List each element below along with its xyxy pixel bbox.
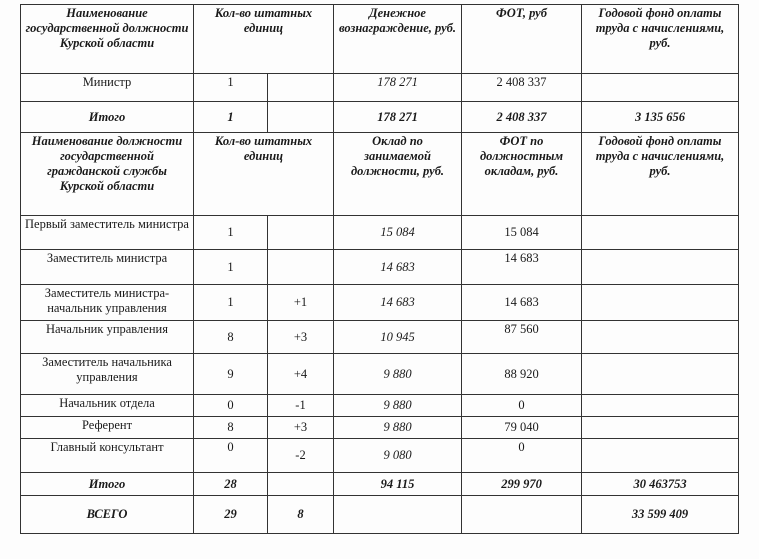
annual-value [582,285,739,321]
annual-value [582,417,739,439]
salary-value: 14 683 [334,250,462,285]
salary-value: 14 683 [334,285,462,321]
header-fot: ФОТ по должностным окладам, руб. [462,133,582,216]
position-name: Главный консультант [21,439,194,473]
annual-value [582,321,739,354]
total-fot: 2 408 337 [462,102,582,133]
fot-value: 88 920 [462,354,582,395]
total-count: 28 [194,473,268,496]
table-row [21,74,739,102]
table-row [21,216,739,250]
total-row [21,473,739,496]
salary-value: 15 084 [334,216,462,250]
header-annual: Годовой фонд оплаты труда с начислениями, руб. [582,133,739,216]
salary-value: 9 880 [334,354,462,395]
table-row [21,321,739,354]
header-annual: Годовой фонд оплаты труда с начислениями, руб. [582,5,739,74]
fot-value: 0 [462,395,582,417]
position-name: Заместитель начальника управления [21,354,194,395]
total-salary: 178 271 [334,102,462,133]
annual-value [582,395,739,417]
header-row-2 [21,133,739,216]
position-name: Начальник управления [21,321,194,354]
staff-change [268,216,334,250]
staff-change: +3 [268,417,334,439]
staff-count: 1 [194,285,268,321]
staff-change [268,74,334,102]
fot-value: 79 040 [462,417,582,439]
table-row [21,417,739,439]
total-annual: 30 463753 [582,473,739,496]
total-salary: 94 115 [334,473,462,496]
header-salary: Оклад по занимаемой должности, руб. [334,133,462,216]
staff-count: 1 [194,74,268,102]
staff-count: 8 [194,321,268,354]
staff-change: +4 [268,354,334,395]
staff-count: 8 [194,417,268,439]
grand-total-change: 8 [268,496,334,534]
table-row [21,285,739,321]
staff-count: 9 [194,354,268,395]
staff-count: 0 [194,439,268,473]
table-row [21,250,739,285]
staff-count: 0 [194,395,268,417]
grand-total-row [21,496,739,534]
total-change [268,102,334,133]
header-row-1 [21,5,739,74]
staff-count: 1 [194,250,268,285]
fot-value: 0 [462,439,582,473]
header-count: Кол-во штатных единиц [194,5,334,74]
annual-value [582,354,739,395]
grand-total-annual: 33 599 409 [582,496,739,534]
total-change [268,473,334,496]
grand-total-count: 29 [194,496,268,534]
fot-value: 14 683 [462,250,582,285]
position-name: Заместитель министра [21,250,194,285]
staffing-table [20,4,739,534]
staff-change: +3 [268,321,334,354]
salary-value: 9 080 [334,439,462,473]
staff-change: -1 [268,395,334,417]
salary-value: 10 945 [334,321,462,354]
fot-value: 14 683 [462,285,582,321]
grand-total-salary [334,496,462,534]
position-name: Первый заместитель министра [21,216,194,250]
total-count: 1 [194,102,268,133]
salary-value: 9 880 [334,395,462,417]
position-name: Министр [21,74,194,102]
fot-value: 2 408 337 [462,74,582,102]
table-row [21,395,739,417]
annual-value [582,216,739,250]
staff-change: -2 [268,439,334,473]
total-label: Итого [21,102,194,133]
header-count: Кол-во штатных единиц [194,133,334,216]
fot-value: 15 084 [462,216,582,250]
staff-count: 1 [194,216,268,250]
position-name: Заместитель министра-начальник управления [21,285,194,321]
table-row [21,439,739,473]
total-fot: 299 970 [462,473,582,496]
grand-total-fot [462,496,582,534]
staff-change: +1 [268,285,334,321]
header-position: Наименование должности государственной гражданской службы Курской области [21,133,194,216]
salary-value: 9 880 [334,417,462,439]
fot-value: 87 560 [462,321,582,354]
annual-value [582,250,739,285]
grand-total-label: ВСЕГО [21,496,194,534]
table-row [21,354,739,395]
annual-value [582,74,739,102]
position-name: Начальник отдела [21,395,194,417]
header-salary: Денежное вознаграждение, руб. [334,5,462,74]
annual-value [582,439,739,473]
position-name: Референт [21,417,194,439]
staff-change [268,250,334,285]
header-position: Наименование государственной должности Курской области [21,5,194,74]
total-row [21,102,739,133]
salary-value: 178 271 [334,74,462,102]
total-annual: 3 135 656 [582,102,739,133]
header-fot: ФОТ, руб [462,5,582,74]
total-label: Итого [21,473,194,496]
